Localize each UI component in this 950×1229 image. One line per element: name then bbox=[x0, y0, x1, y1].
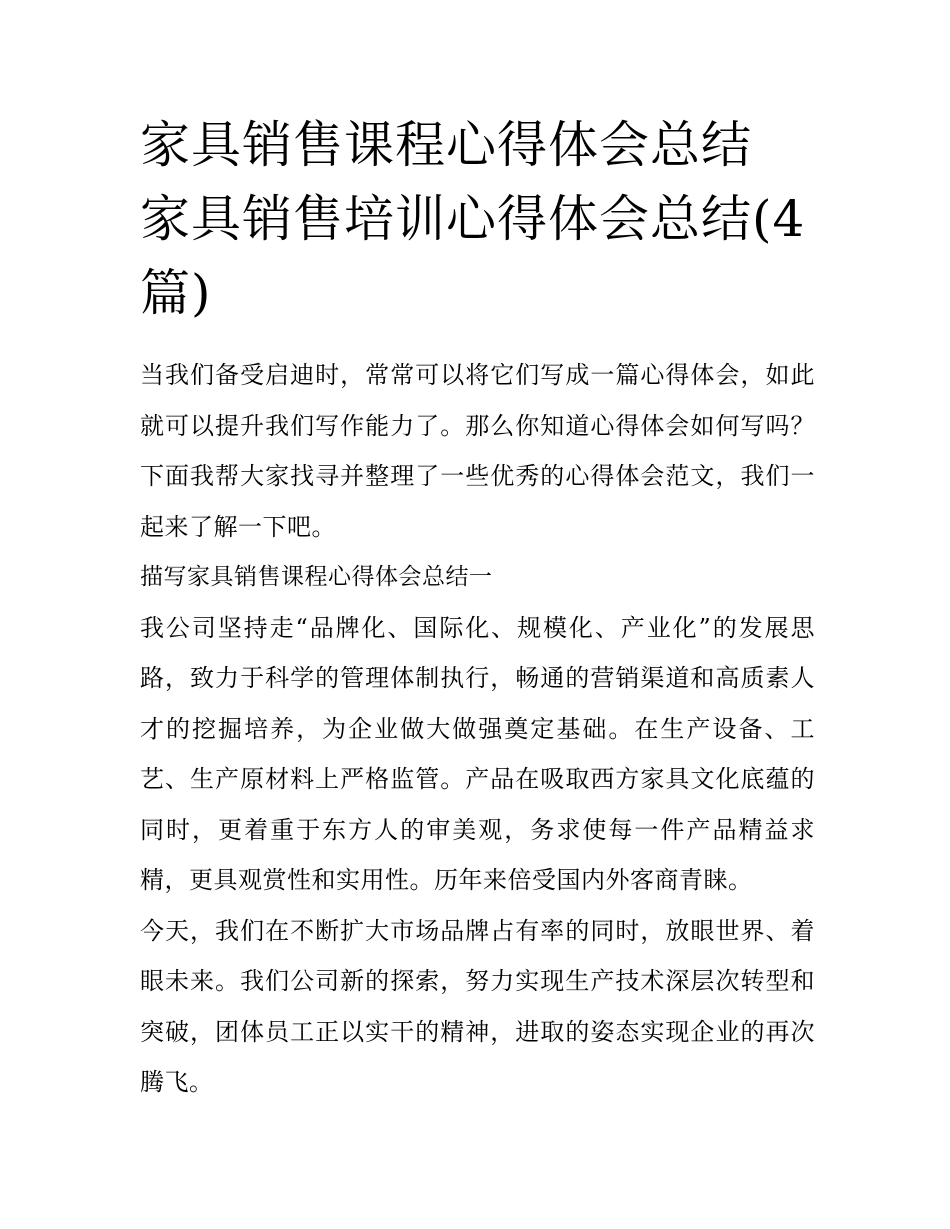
body-paragraph-2: 今天，我们在不断扩大市场品牌占有率的同时，放眼世界、着眼未来。我们公司新的探索，努力实现生产技术深层次转型和突破，团体员工正以实干的精神，进取的姿态实现企业的再次腾飞。 bbox=[140, 916, 815, 1096]
document-body bbox=[140, 350, 815, 1108]
document-page bbox=[140, 108, 815, 1108]
document-title-text: 家具销售课程心得体会总结 家具销售培训心得体会总结(4篇) bbox=[140, 116, 806, 322]
intro-paragraph: 当我们备受启迪时，常常可以将它们写成一篇心得体会，如此就可以提升我们写作能力了。那么你知道心得体会如何写吗？下面我帮大家找寻并整理了一些优秀的心得体会范文，我们一起来了解一下吧。 bbox=[140, 361, 815, 541]
body-paragraph-1: 我公司坚持走“品牌化、国际化、规模化、产业化”的发展思路，致力于科学的管理体制执行，畅通的营销渠道和高质素人才的挖掘培养，为企业做大做强奠定基础。在生产设备、工艺、生产原材料上严格监管。产品在吸取西方家具文化底蕴的同时，更着重于东方人的审美观，务求使每一件产品精益求精，更具观赏性和实用性。历年来倍受国内外客商青睐。 bbox=[140, 613, 815, 894]
section-heading: 描写家具销售课程心得体会总结一 bbox=[140, 564, 493, 590]
document-title bbox=[140, 108, 815, 330]
